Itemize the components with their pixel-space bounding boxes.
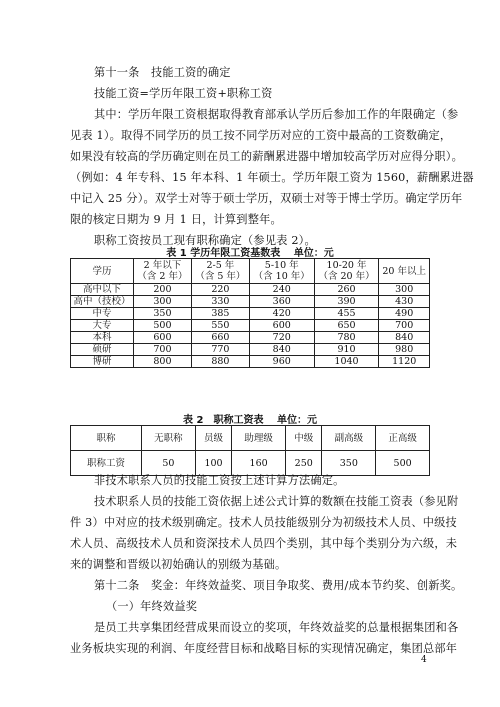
table-cell: 330 (191, 296, 249, 308)
table-cell: 800 (134, 356, 192, 368)
paragraph-line: 业务板块实现的利润、年度经营目标和战略目标的实现情况确定，集团总部年 (70, 642, 458, 655)
table-cell: 大专 (71, 320, 134, 332)
paragraph-line: 术人员、高级技术人员和资深技术人员四个类别，其中每个类别分为六级，未 (70, 537, 458, 550)
table-cell: 300 (379, 284, 430, 296)
education-salary-table (70, 258, 430, 368)
table-row (71, 332, 430, 344)
paragraph-line: 如果没有较高的学历确定则在员工的薪酬累进器中增加较高学历对应得分职）。 (70, 150, 463, 163)
paragraph-line: 其中：学历年限工资根据取得教育部承认学历后参加工作的年限确定（参 (94, 108, 459, 121)
table-header-cell: 2 年以下 （含 2 年） (134, 259, 192, 284)
table-cell: 385 (191, 308, 249, 320)
table-cell: 880 (191, 356, 249, 368)
table-cell: 250 (286, 451, 322, 476)
table-cell: 700 (134, 344, 192, 356)
table-cell: 390 (314, 296, 379, 308)
table-cell: 840 (379, 332, 430, 344)
table-cell: 660 (191, 332, 249, 344)
paragraph-line: 技术职系人员的技能工资依据上述公式计算的数额在技能工资表（参见附 (94, 495, 459, 508)
table-row (71, 320, 430, 332)
table-cell: 260 (314, 284, 379, 296)
table-header-cell: 20 年以上 (379, 259, 430, 284)
table-header-cell: 学历 (71, 259, 134, 284)
table-row (71, 284, 430, 296)
table-cell: 980 (379, 344, 430, 356)
table-cell: 160 (232, 451, 286, 476)
table-row (71, 308, 430, 320)
table-header-cell: 无职称 (142, 426, 196, 451)
table-header-row (71, 426, 430, 451)
table-row (71, 344, 430, 356)
table-row (71, 356, 430, 368)
paragraph-line: 职称工资按员工现有职称确定（参见表 2）。 (94, 234, 316, 247)
table-cell: 200 (134, 284, 192, 296)
table-cell: 600 (134, 332, 192, 344)
paragraph-line: （例如：4 年专科、15 年本科、1 年硕士。学历年限工资为 1560，薪酬累进器 (70, 171, 474, 184)
table-cell: 700 (379, 320, 430, 332)
table-cell: 780 (314, 332, 379, 344)
table-cell: 100 (195, 451, 231, 476)
table-header-cell: 5-10 年 （含 10 年） (249, 259, 314, 284)
table-cell: 300 (134, 296, 192, 308)
table-cell: 本科 (71, 332, 134, 344)
table-cell: 960 (249, 356, 314, 368)
table-cell: 360 (249, 296, 314, 308)
table-row (71, 296, 430, 308)
table-cell: 500 (134, 320, 192, 332)
table-header-cell: 10-20 年 （含 20 年） (314, 259, 379, 284)
table-cell: 500 (376, 451, 430, 476)
table-cell: 高中（技校） (71, 296, 134, 308)
table-cell: 350 (322, 451, 376, 476)
table-cell: 中专 (71, 308, 134, 320)
table-cell: 910 (314, 344, 379, 356)
table-cell: 1120 (379, 356, 430, 368)
paragraph-line: 见表 1）。取得不同学历的员工按不同学历对应的工资中最高的工资数确定， (70, 129, 452, 142)
table-cell: 650 (314, 320, 379, 332)
table2-caption: 表 2 职称工资表 单位：元 (183, 415, 317, 426)
title-salary-table (70, 425, 430, 476)
paragraph-line: 非技术职系人员的技能工资按上述计算方法确定。 (94, 474, 345, 487)
table-cell: 高中以下 (71, 284, 134, 296)
page-number: 4 (421, 655, 427, 665)
table-header-cell: 员级 (195, 426, 231, 451)
table-cell: 490 (379, 308, 430, 320)
formula-line: 技能工资=学历年限工资+职称工资 (94, 87, 273, 100)
table-cell: 600 (249, 320, 314, 332)
table-cell: 770 (191, 344, 249, 356)
table-cell: 硕研 (71, 344, 134, 356)
paragraph-line: 是员工共享集团经营成果而设立的奖项，年终效益奖的总量根据集团和各 (94, 621, 459, 634)
table-header-row (71, 259, 430, 284)
table-header-cell: 2-5 年 （含 5 年） (191, 259, 249, 284)
subheading-annual-bonus: （一）年终效益奖 (106, 600, 198, 613)
table-cell: 455 (314, 308, 379, 320)
table-cell: 550 (191, 320, 249, 332)
table1-caption: 表 1 学历年限工资基数表 单位：元 (166, 248, 334, 259)
table-cell: 博研 (71, 356, 134, 368)
table-cell: 1040 (314, 356, 379, 368)
paragraph-line: 中记入 25 分）。双学士对等于硕士学历，双硕士对等于博士学历。确定学历年 (70, 192, 463, 205)
table-cell: 职称工资 (71, 451, 142, 476)
table-cell: 420 (249, 308, 314, 320)
table-header-cell: 中级 (286, 426, 322, 451)
table-cell: 430 (379, 296, 430, 308)
section-heading-12: 第十二条 奖金：年终效益奖、项目争取奖、费用/成本节约奖、创新奖。 (94, 579, 463, 592)
table-header-cell: 职称 (71, 426, 142, 451)
table-header-cell: 助理级 (232, 426, 286, 451)
table-cell: 720 (249, 332, 314, 344)
table-header-cell: 正高级 (376, 426, 430, 451)
section-heading-11: 第十一条 技能工资的确定 (94, 66, 231, 79)
paragraph-line: 件 3）中对应的技术级别确定。技术人员技能级别分为初级技术人员、中级技 (70, 516, 457, 529)
table-cell: 50 (142, 451, 196, 476)
table-cell: 220 (191, 284, 249, 296)
table-header-cell: 副高级 (322, 426, 376, 451)
paragraph-line: 来的调整和晋级以初始确认的别级为基础。 (70, 558, 287, 571)
table-cell: 840 (249, 344, 314, 356)
paragraph-line: 限的核定日期为 9 月 1 日，计算到整年。 (70, 213, 282, 226)
table-cell: 240 (249, 284, 314, 296)
table-cell: 350 (134, 308, 192, 320)
